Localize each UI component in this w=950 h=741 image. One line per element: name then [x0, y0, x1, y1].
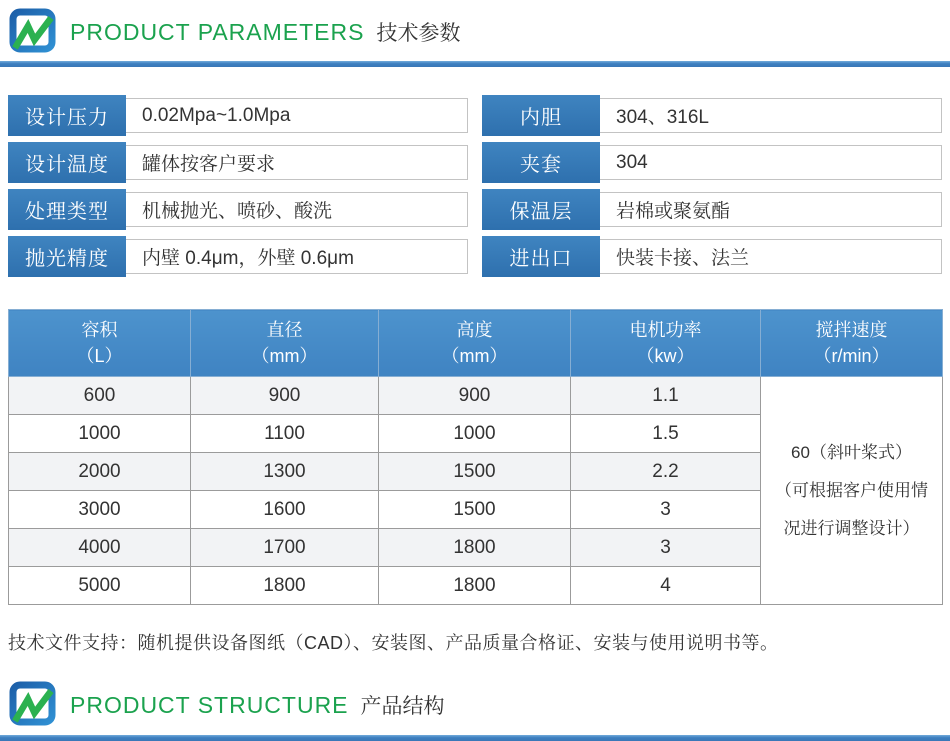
stir-speed-note-line: 况进行调整设计）	[783, 518, 920, 538]
parameters-grid	[0, 95, 950, 283]
param-row	[8, 189, 468, 230]
param-row	[8, 236, 468, 277]
param-row	[482, 95, 942, 136]
stir-speed-merged-cell	[761, 377, 943, 605]
spec-table-cell: 600	[9, 377, 191, 415]
param-label: 进出口	[482, 236, 600, 277]
spec-table-body	[9, 377, 943, 605]
param-label: 抛光精度	[8, 236, 126, 277]
spec-table-cell: 2.2	[571, 453, 761, 491]
spec-table-cell: 4000	[9, 529, 191, 567]
param-row	[8, 95, 468, 136]
spec-column-header: 直径 （mm）	[191, 310, 379, 377]
stir-speed-note-line: 60（斜叶桨式）	[791, 442, 912, 462]
spec-table-cell: 1800	[379, 529, 571, 567]
product-parameters-header	[0, 0, 950, 61]
spec-table-cell: 1000	[379, 415, 571, 453]
spec-table-cell: 5000	[9, 567, 191, 605]
param-label: 设计压力	[8, 95, 126, 136]
spec-column-header: 电机功率 （kw）	[571, 310, 761, 377]
param-row	[482, 236, 942, 277]
param-label: 保温层	[482, 189, 600, 230]
technical-support-note: 技术文件支持：随机提供设备图纸（CAD）、安装图、产品质量合格证、安装与使用说明书等。	[8, 633, 779, 653]
param-label: 处理类型	[8, 189, 126, 230]
param-value: 0.02Mpa~1.0Mpa	[142, 104, 291, 126]
spec-column-header: 搅拌速度 （r/min）	[761, 310, 943, 377]
spec-table-cell: 1500	[379, 453, 571, 491]
param-value: 内壁 0.4μm，外壁 0.6μm	[142, 248, 354, 269]
param-value: 304	[616, 151, 648, 173]
param-label: 夹套	[482, 142, 600, 183]
spec-table-cell: 1000	[9, 415, 191, 453]
spec-table-cell: 1100	[191, 415, 379, 453]
spec-table-cell: 1.5	[571, 415, 761, 453]
param-value: 岩棉或聚氨酯	[616, 201, 731, 222]
spec-table-cell: 900	[191, 377, 379, 415]
section-title-en: PRODUCT STRUCTURE	[70, 691, 349, 718]
footer-divider-bar	[0, 735, 950, 741]
param-row	[8, 142, 468, 183]
spec-table-cell: 1800	[191, 567, 379, 605]
header-divider-bar	[0, 61, 950, 67]
section-title-zh: 产品结构	[360, 695, 445, 718]
spec-table	[8, 309, 943, 605]
spec-table-cell: 3	[571, 529, 761, 567]
spec-table-cell: 900	[379, 377, 571, 415]
spec-table-cell: 2000	[9, 453, 191, 491]
spec-table-header	[9, 310, 943, 377]
spec-table-cell: 1.1	[571, 377, 761, 415]
brand-logo-icon	[8, 7, 58, 57]
parameters-column-right	[482, 95, 942, 283]
spec-table-cell: 4	[571, 567, 761, 605]
spec-table-cell: 1500	[379, 491, 571, 529]
spec-table-cell: 1300	[191, 453, 379, 491]
param-value: 304、316L	[616, 107, 709, 128]
spec-column-header: 容积 （L）	[9, 310, 191, 377]
product-structure-header	[0, 673, 950, 734]
spec-table-cell: 1800	[379, 567, 571, 605]
param-label: 设计温度	[8, 142, 126, 183]
param-value: 快装卡接、法兰	[616, 248, 750, 269]
spec-table-cell: 3	[571, 491, 761, 529]
param-row	[482, 142, 942, 183]
spec-table-cell: 1700	[191, 529, 379, 567]
stir-speed-note-line: （可根据客户使用情	[775, 480, 928, 500]
brand-logo-icon	[8, 680, 58, 730]
spec-table-row	[9, 377, 943, 415]
param-row	[482, 189, 942, 230]
spec-column-header: 高度 （mm）	[379, 310, 571, 377]
param-value: 罐体按客户要求	[142, 154, 276, 175]
spec-table-cell: 3000	[9, 491, 191, 529]
param-value: 机械抛光、喷砂、酸洗	[142, 201, 333, 222]
section-title-zh: 技术参数	[376, 22, 461, 45]
param-label: 内胆	[482, 95, 600, 136]
spec-table-cell: 1600	[191, 491, 379, 529]
parameters-column-left	[8, 95, 468, 283]
section-title-en: PRODUCT PARAMETERS	[70, 18, 365, 45]
